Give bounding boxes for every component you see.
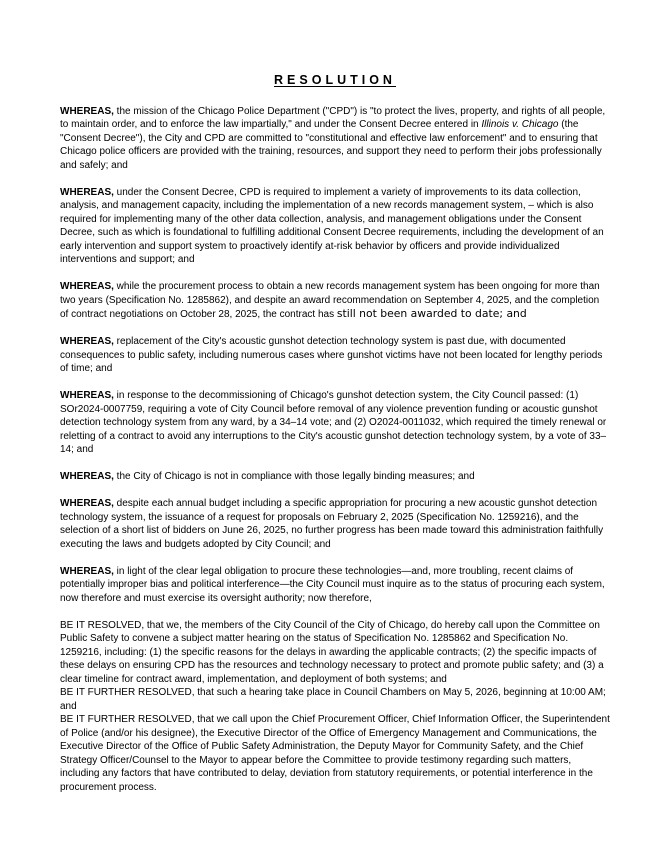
paragraph-be-it-resolved-text-run: BE IT RESOLVED, that we, the members of the City Council of the City of Chicago, do hereby call upon the Committee on Public Safety to convene a subject matter hearing on the status of Specification No. 1285862 and Specification No. 1259216, including: (1) the specific reasons for the delays in awarding the applicable contracts; (2) the specific impacts of these delays on ensuring CPD has the resources and technology necessary to protect and promote public safety; and (3) a clear timeline for contract award, implementation, and deployment of both systems; and bbox=[60, 619, 604, 685]
paragraph-whereas-6-text-run: WHEREAS, bbox=[60, 471, 114, 482]
paragraph-whereas-1-text-run: (the "Consent Decree"), the City and CPD are committed to "constitutional and effective law enforcement" and to ensuring that Chicago police officers are provided with the training, resources, and support they need to perform their jobs professionally and safely; and bbox=[60, 119, 602, 171]
paragraph-whereas-3-text-run: while the procurement process to obtain a new records management system has been ongoing for more than two years (Specification No. 1285862), and despite an award recommendation on September 4, 2025, and the completion of contract negotiations on October 28, 2025, the contract has bbox=[60, 281, 600, 320]
paragraph-whereas-1-text-run: WHEREAS, bbox=[60, 105, 114, 117]
paragraph-whereas-3-text-run: still not been awarded to date; and bbox=[336, 307, 527, 320]
paragraph-whereas-1 bbox=[60, 105, 610, 173]
document-title: RESOLUTION bbox=[274, 73, 396, 87]
paragraph-be-it-further-resolved-1 bbox=[60, 686, 610, 713]
paragraph-whereas-4 bbox=[60, 335, 610, 376]
paragraph-whereas-7-text-run: WHEREAS, bbox=[60, 498, 114, 509]
paragraph-be-it-further-resolved-1-text-run: BE IT FURTHER RESOLVED, that such a hearing take place in Council Chambers on May 5, 2026, beginning at 10:00 AM; and bbox=[60, 687, 606, 712]
paragraph-whereas-7-text-run: despite each annual budget including a specific appropriation for procuring a new acoustic gunshot detection technology system, the issuance of a request for proposals on February 2, 2025 (Specification No. 1259216), and the selection of a short list of bidders on June 26, 2025, no further progress has been made toward this administration faithfully executing the laws and budgets adopted by City Council; and bbox=[60, 498, 604, 550]
paragraph-whereas-5 bbox=[60, 389, 610, 457]
paragraph-whereas-5-text-run: WHEREAS, bbox=[60, 390, 114, 401]
paragraph-whereas-4-text-run: replacement of the City's acoustic gunshot detection technology system is past due, with documented consequences to public safety, including numerous cases where gunshot victims have not been located for lengthy periods of time; and bbox=[60, 336, 603, 374]
paragraph-be-it-further-resolved-2 bbox=[60, 713, 610, 794]
paragraph-be-it-further-resolved-2-text-run: BE IT FURTHER RESOLVED, that we call upon the Chief Procurement Officer, Chief Information Officer, the Superintendent of Police (and/or his designee), the Executive Director of the Office of Emergency Management and Communications, the Executive Director of the Office of Public Safety Administration, the Deputy Mayor for Community Safety, and the Chief Strategy Officer/Counsel to the Mayor to appear before the Committee to provide testimony regarding such matters, including any factors that have contributed to delay, deviation from statutory requirements, or potential interference in the procurement process. bbox=[60, 714, 610, 793]
paragraph-whereas-8 bbox=[60, 565, 610, 606]
paragraph-whereas-3-text-run: WHEREAS, bbox=[60, 281, 114, 292]
paragraph-be-it-resolved bbox=[60, 619, 610, 687]
paragraph-whereas-1-text-run: the mission of the Chicago Police Department ("CPD") is "to protect the lives, property, and rights of all people, to maintain order, and to enforce the law impartially," and under the Consent Decree entered in bbox=[60, 105, 606, 130]
paragraph-whereas-4-text-run: WHEREAS, bbox=[60, 336, 114, 347]
paragraph-whereas-1-text-run: Illinois v. Chicago bbox=[481, 119, 559, 130]
paragraph-whereas-2-text-run: under the Consent Decree, CPD is required to implement a variety of improvements to its data collection, analysis, and management capacity, including the implementation of a new records management system, – which is also required for implementing many of the other data collection, analysis, and management obligations under the Consent Decree, such as which is foundational to fulfilling additional Consent Decree requirements, including the development of an early intervention and support system to proactively identify at-risk behavior by officers and provide individualized interventions and support; and bbox=[60, 186, 604, 265]
document-body bbox=[60, 105, 610, 795]
paragraph-whereas-6-text-run: the City of Chicago is not in compliance with those legally binding measures; and bbox=[113, 471, 475, 482]
paragraph-whereas-2 bbox=[60, 186, 610, 267]
paragraph-whereas-8-text-run: in light of the clear legal obligation to procure these technologies—and, more troubling, recent claims of potentially improper bias and political interference—the City Council must inquire as to the status of procuring each system, now therefore and must exercise its oversight authority; now therefore, bbox=[60, 565, 605, 604]
paragraph-whereas-2-text-run: WHEREAS, bbox=[60, 186, 114, 198]
paragraph-whereas-5-text-run: in response to the decommissioning of Chicago's gunshot detection system, the City Council passed: (1) SOr2024-0007759, requiring a vote of City Council before removal of any violence prevention funding or acoustic gunshot detection technology system from any ward, by a 34–14 vote; and (2) O2024-0011032, which required the timely renewal or reletting of a contract to avoid any interruptions to the City's acoustic gunshot detection technology system, by a vote of 33–14; and bbox=[60, 390, 607, 455]
paragraph-whereas-7 bbox=[60, 497, 610, 551]
paragraph-whereas-6 bbox=[60, 470, 610, 484]
paragraph-whereas-3 bbox=[60, 280, 610, 322]
paragraph-whereas-8-text-run: WHEREAS, bbox=[60, 565, 114, 577]
